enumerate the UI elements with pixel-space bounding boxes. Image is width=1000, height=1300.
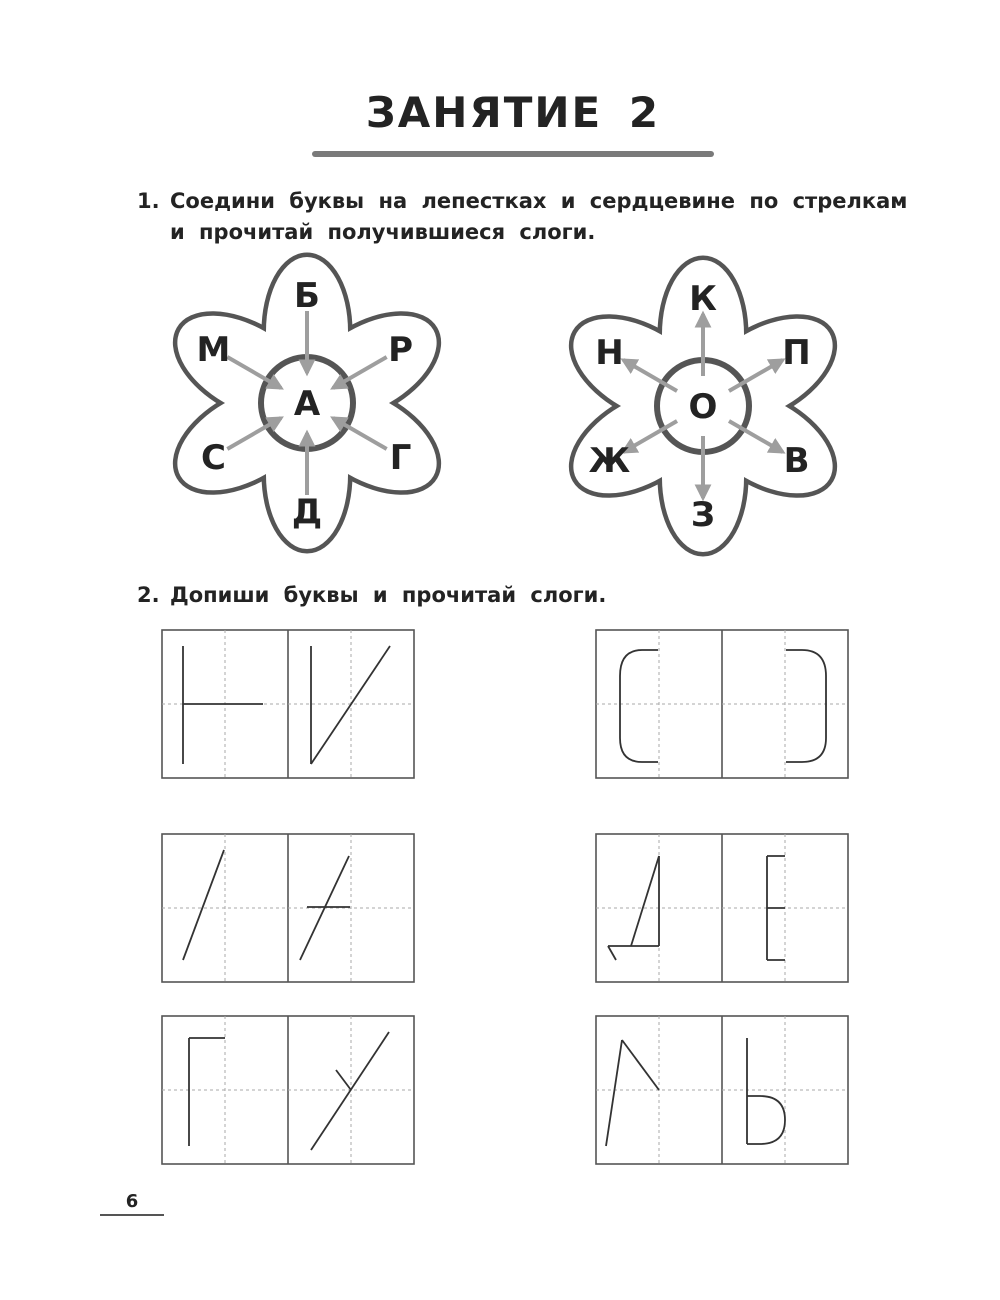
flower-petal-letter: К: [689, 279, 717, 319]
task-1-number: 1.: [137, 189, 160, 213]
task-2-number: 2.: [137, 583, 160, 607]
flower-petal-letter: Г: [389, 438, 412, 478]
tracing-box-se: [596, 630, 848, 778]
flower-petal-letter: С: [200, 438, 226, 478]
letter-stroke-hint: [183, 646, 390, 764]
letter-stroke-hint: [620, 650, 826, 762]
tracing-box-la: [162, 834, 414, 982]
flower-a: [160, 257, 454, 549]
task-1-line-2: и прочитай получившиеся слоги.: [170, 220, 596, 244]
flower-center-letter: О: [688, 387, 718, 427]
tracing-box-ni: [162, 630, 414, 778]
flower-o: [556, 260, 850, 552]
flower-petal-letter: З: [690, 495, 716, 535]
letter-stroke-hint: [189, 1032, 389, 1150]
tracing-box-de: [596, 834, 848, 982]
flower-petal-letter: М: [196, 330, 231, 370]
letter-stroke-hint: [183, 850, 350, 960]
task-2-line-1: Допиши буквы и прочитай слоги.: [170, 583, 607, 607]
page-title: ЗАНЯТИЕ 2: [365, 88, 661, 137]
task-1-line-1: Соедини буквы на лепестках и сердцевине по стрелкам: [170, 189, 908, 213]
flower-petal-letter: П: [782, 333, 811, 373]
flower-petal-letter: Б: [294, 276, 320, 316]
tracing-box-l-soft: [596, 1016, 848, 1164]
letter-stroke-hint: [606, 1038, 785, 1146]
flower-petal-letter: Ж: [588, 441, 631, 481]
tracing-box-gu: [162, 1016, 414, 1164]
flower-petal-letter: Н: [595, 333, 624, 373]
flower-petal-letter: Р: [388, 330, 413, 370]
page-number-underline: [100, 1214, 164, 1216]
tracing-grids: [162, 630, 848, 1164]
page-number: 6: [125, 1191, 139, 1212]
flower-petal-letter: Д: [291, 492, 323, 532]
flower-center-letter: А: [293, 384, 321, 424]
flower-petal-letter: В: [783, 441, 810, 481]
